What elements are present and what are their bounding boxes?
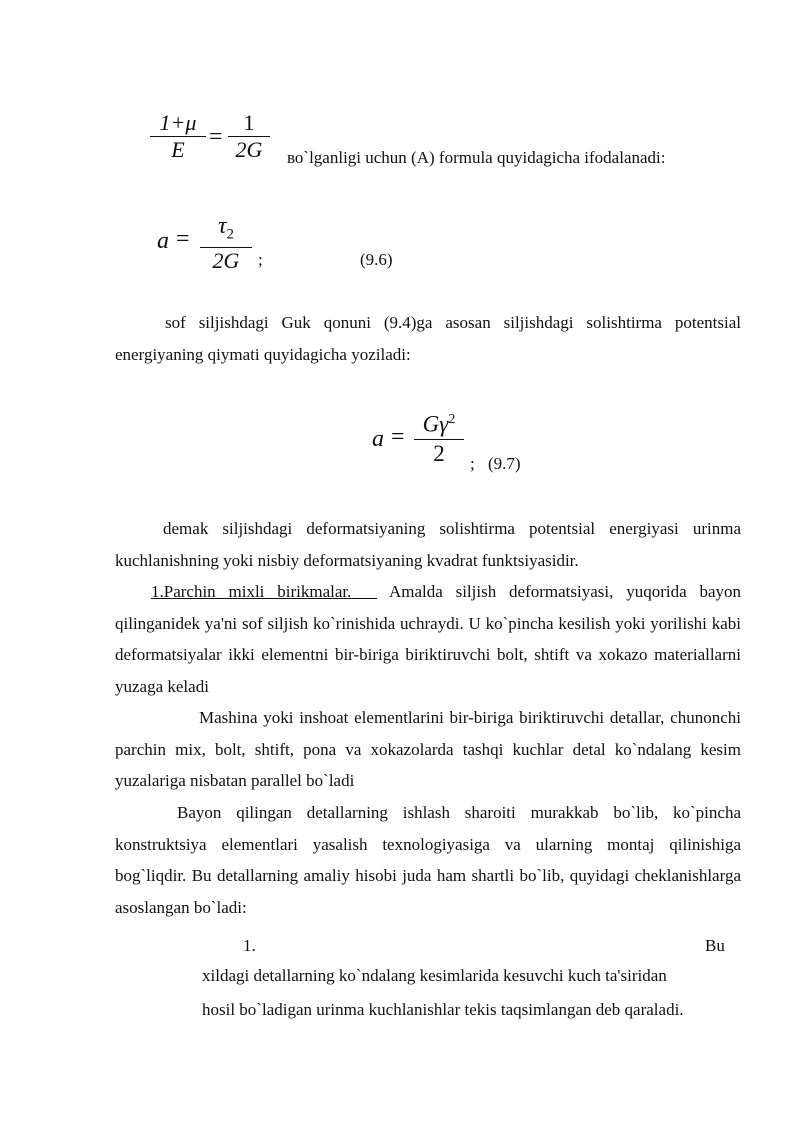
- formula-2-fraction: [200, 213, 252, 274]
- formula-2-separator: ;: [258, 250, 263, 269]
- paragraph-2: demak siljishdagi deformatsiyaning solishtirma potentsial energiyasi urinma kuchlanishning yoki nisbiy deformatsiyaning kvadrat funktsiyasidir.: [115, 519, 741, 570]
- formula-3-fraction: [414, 406, 464, 468]
- formula-1-lhs-numerator: 1+μ: [159, 110, 197, 135]
- formula-1-rhs-numerator: 1: [243, 110, 255, 135]
- formula-2-numerator-subscript: 2: [226, 226, 235, 243]
- list-item-1-first-word: Bu: [705, 936, 725, 955]
- heading-spacer: [351, 582, 377, 601]
- formula-1-lhs-fraction: [150, 110, 206, 163]
- formula-2-equals: =: [176, 226, 190, 252]
- section-1-heading: 1.Parchin mixli birikmalar.: [151, 582, 352, 601]
- formula-2-lhs: a: [157, 228, 169, 254]
- formula-2-denominator: 2G: [212, 248, 240, 274]
- formula-1-trailing-text: во`lganligi uchun (A) formula quyidagicha ifodalanadi:: [287, 148, 666, 167]
- formula-3-denominator: 2: [433, 440, 445, 466]
- formula-1-equals: =: [209, 124, 223, 150]
- paragraph-1: sof siljishdagi Guk qonuni (9.4)ga asosan siljishdagi solishtirma potentsial energiyaning qiymati quyidagicha yoziladi:: [115, 313, 741, 364]
- formula-3-separator: ;: [470, 454, 475, 473]
- formula-3-lhs: a: [372, 426, 384, 452]
- formula-3-equals: =: [391, 424, 405, 450]
- formula-1-rhs-fraction: [228, 110, 270, 163]
- formula-3-numerator-superscript: 2: [448, 412, 456, 427]
- formula-3-numerator-symbol: Gγ: [422, 411, 449, 437]
- formula-2-numerator-symbol: τ: [217, 213, 227, 239]
- formula-2-numerator: [200, 213, 252, 247]
- formula-3-equation-number: (9.7): [488, 454, 521, 473]
- formula-3-numerator: [414, 406, 464, 439]
- section-1-text: Amalda siljish deformatsiyasi, yuqorida bayon qilinganidek ya'ni sof siljish ko`rinishida uchraydi. U ko`pincha kesilish yoki yorilishi kabi deformatsiyalar ikki elementni bir-biriga biriktiruvchi bolt, shtift va xokazo materiallarni yuzaga keladi: [115, 582, 742, 696]
- list-item-1-line-2: xildagi detallarning ko`ndalang kesimlarida kesuvchi kuch ta'siridan: [202, 966, 667, 985]
- list-item-1-number: 1.: [243, 936, 256, 955]
- paragraph-3: Mashina yoki inshoat elementlarini bir-biriga biriktiruvchi detallar, chunonchi parchin mix, bolt, shtift, pona va xokazolarda tashqi kuchlar detal ko`ndalang kesim yuzalariga nisbatan parallel bo`ladi: [115, 708, 741, 790]
- formula-2-equation-number: (9.6): [360, 250, 393, 269]
- formula-1-rhs-denominator: 2G: [235, 137, 263, 162]
- list-item-1-line-3: hosil bo`ladigan urinma kuchlanishlar tekis taqsimlangan deb qaraladi.: [202, 1000, 684, 1019]
- paragraph-4: Bayon qilingan detallarning ishlash sharoiti murakkab bo`lib, ko`pincha konstruktsiya elementlari yasalish texnologiyasiga va ularning montaj qilinishiga bog`liqdir. Bu detallarning amaliy hisobi juda ham shartli bo`lib, quyidagi cheklanishlarga asoslangan bo`ladi:: [115, 803, 741, 917]
- formula-1-lhs-denominator: E: [171, 137, 185, 162]
- section-1-paragraph: [115, 576, 741, 702]
